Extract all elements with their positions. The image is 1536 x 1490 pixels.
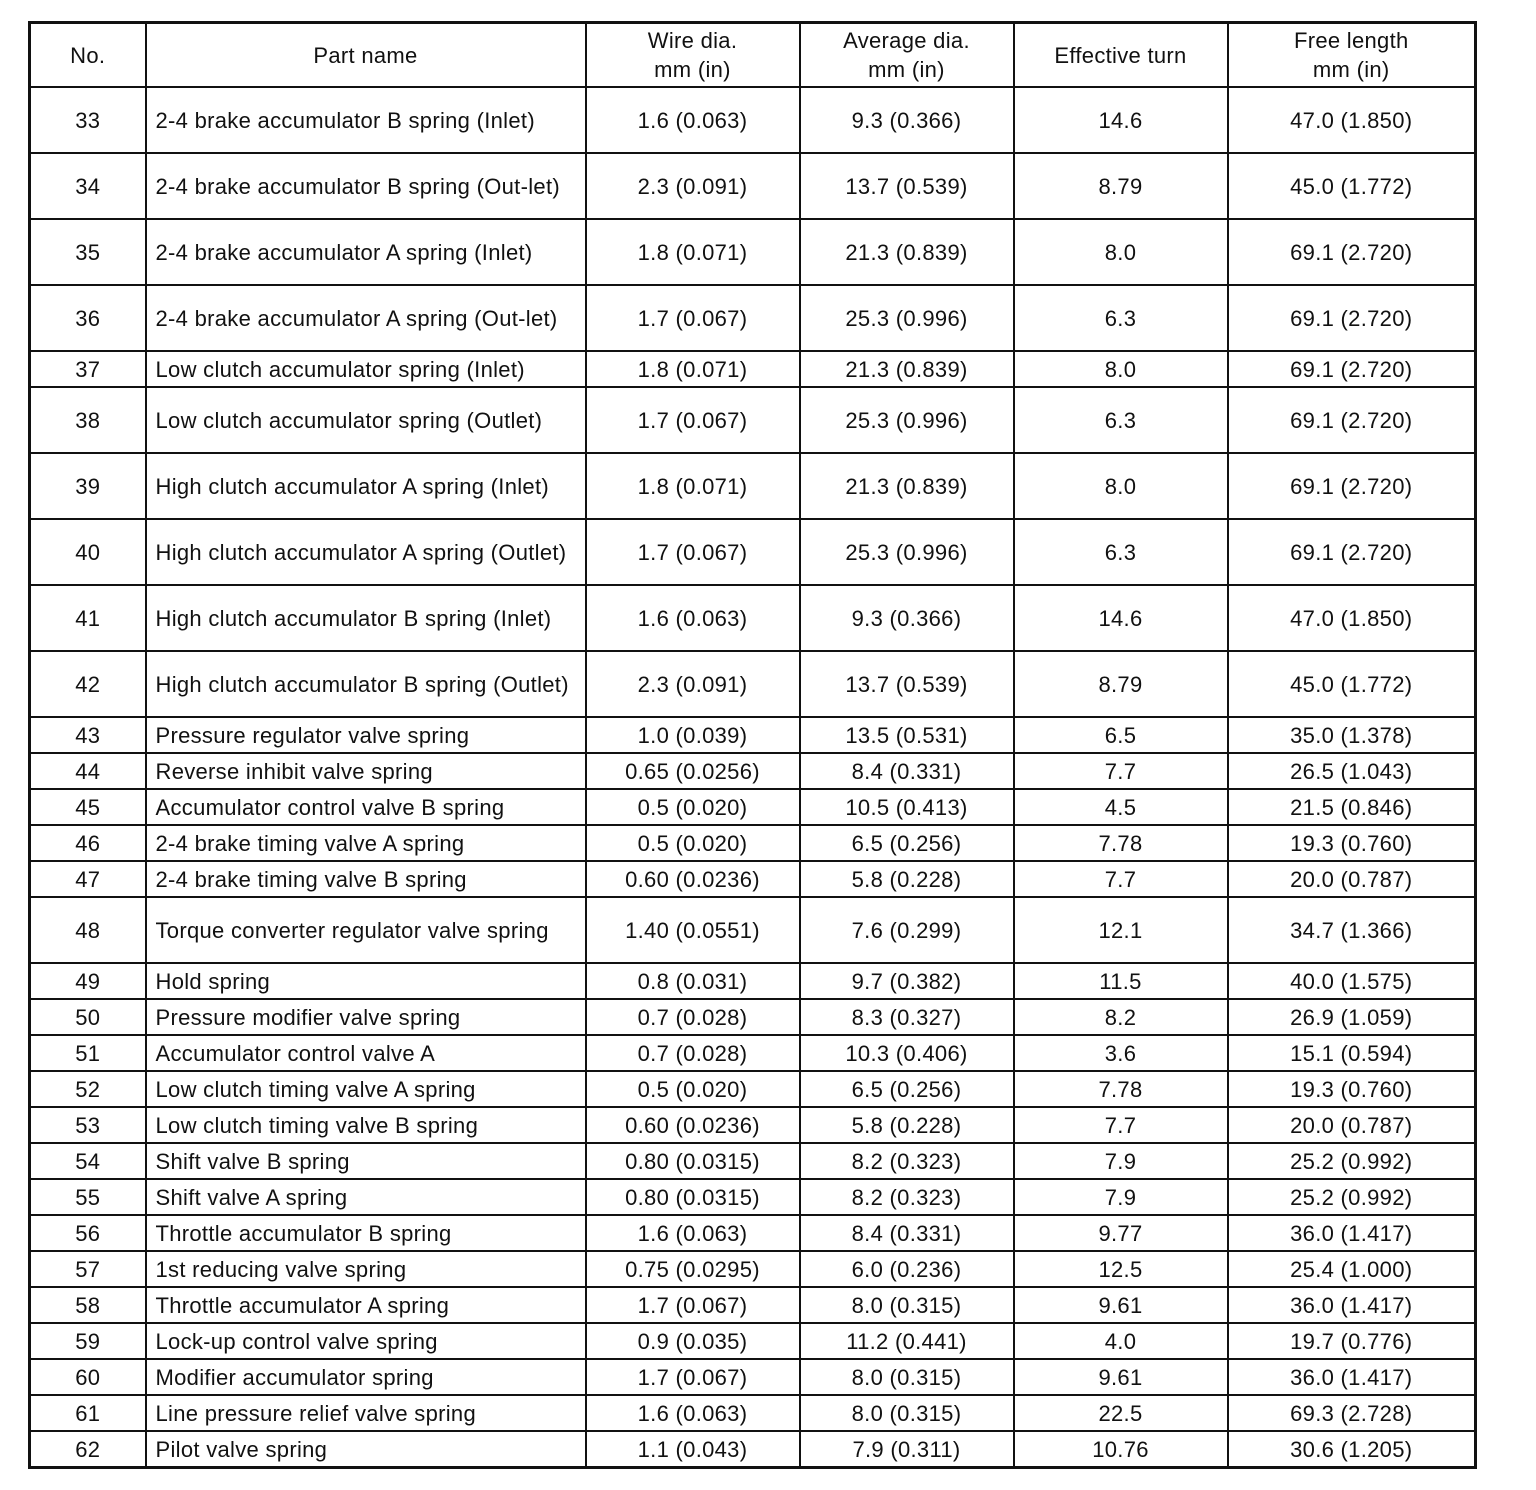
cell-no: 53 — [30, 1107, 146, 1143]
cell-effective-turn: 8.0 — [1014, 453, 1228, 519]
cell-wire-dia: 0.60 (0.0236) — [586, 861, 800, 897]
cell-part-name: Shift valve A spring — [146, 1179, 586, 1215]
cell-effective-turn: 9.61 — [1014, 1359, 1228, 1395]
cell-average-dia: 8.0 (0.315) — [800, 1395, 1014, 1431]
cell-free-length: 21.5 (0.846) — [1228, 789, 1476, 825]
cell-part-name: 2-4 brake timing valve A spring — [146, 825, 586, 861]
cell-free-length: 36.0 (1.417) — [1228, 1215, 1476, 1251]
cell-no: 54 — [30, 1143, 146, 1179]
cell-wire-dia: 1.7 (0.067) — [586, 1359, 800, 1395]
cell-part-name: Accumulator control valve A — [146, 1035, 586, 1071]
header-no: No. — [30, 23, 146, 88]
cell-free-length: 47.0 (1.850) — [1228, 87, 1476, 153]
cell-no: 46 — [30, 825, 146, 861]
table-row — [30, 585, 1476, 651]
cell-average-dia: 13.7 (0.539) — [800, 153, 1014, 219]
cell-effective-turn: 8.2 — [1014, 999, 1228, 1035]
cell-no: 45 — [30, 789, 146, 825]
spring-spec-sheet — [28, 21, 1474, 1469]
cell-free-length: 36.0 (1.417) — [1228, 1359, 1476, 1395]
table-row — [30, 1323, 1476, 1359]
header-free-length — [1228, 23, 1476, 88]
header-average-dia — [800, 23, 1014, 88]
cell-average-dia: 8.0 (0.315) — [800, 1287, 1014, 1323]
cell-no: 39 — [30, 453, 146, 519]
cell-effective-turn: 7.7 — [1014, 861, 1228, 897]
cell-effective-turn: 7.78 — [1014, 1071, 1228, 1107]
header-part-name: Part name — [146, 23, 586, 88]
cell-part-name: Line pressure relief valve spring — [146, 1395, 586, 1431]
table-row — [30, 1143, 1476, 1179]
cell-no: 61 — [30, 1395, 146, 1431]
cell-no: 35 — [30, 219, 146, 285]
cell-part-name: 1st reducing valve spring — [146, 1251, 586, 1287]
cell-part-name: 2-4 brake accumulator B spring (Out-let) — [146, 153, 586, 219]
cell-free-length: 25.4 (1.000) — [1228, 1251, 1476, 1287]
cell-effective-turn: 6.3 — [1014, 519, 1228, 585]
table-row — [30, 1251, 1476, 1287]
cell-part-name: Throttle accumulator B spring — [146, 1215, 586, 1251]
cell-wire-dia: 0.7 (0.028) — [586, 999, 800, 1035]
cell-average-dia: 8.4 (0.331) — [800, 753, 1014, 789]
cell-part-name: Low clutch accumulator spring (Inlet) — [146, 351, 586, 387]
cell-effective-turn: 7.7 — [1014, 753, 1228, 789]
cell-wire-dia: 1.7 (0.067) — [586, 285, 800, 351]
cell-average-dia: 10.3 (0.406) — [800, 1035, 1014, 1071]
cell-effective-turn: 8.79 — [1014, 651, 1228, 717]
cell-effective-turn: 9.61 — [1014, 1287, 1228, 1323]
cell-no: 36 — [30, 285, 146, 351]
cell-free-length: 19.3 (0.760) — [1228, 825, 1476, 861]
table-row — [30, 1287, 1476, 1323]
table-row — [30, 753, 1476, 789]
table-row — [30, 1431, 1476, 1468]
cell-no: 49 — [30, 963, 146, 999]
cell-wire-dia: 0.80 (0.0315) — [586, 1179, 800, 1215]
cell-no: 51 — [30, 1035, 146, 1071]
cell-part-name: Reverse inhibit valve spring — [146, 753, 586, 789]
cell-no: 55 — [30, 1179, 146, 1215]
cell-wire-dia: 1.6 (0.063) — [586, 585, 800, 651]
header-average-dia-unit: mm (in) — [868, 57, 945, 82]
cell-free-length: 19.7 (0.776) — [1228, 1323, 1476, 1359]
cell-average-dia: 9.7 (0.382) — [800, 963, 1014, 999]
cell-free-length: 25.2 (0.992) — [1228, 1179, 1476, 1215]
table-row — [30, 219, 1476, 285]
table-row — [30, 717, 1476, 753]
cell-free-length: 69.1 (2.720) — [1228, 387, 1476, 453]
cell-part-name: High clutch accumulator B spring (Inlet) — [146, 585, 586, 651]
cell-part-name: Modifier accumulator spring — [146, 1359, 586, 1395]
cell-wire-dia: 0.75 (0.0295) — [586, 1251, 800, 1287]
cell-part-name: Shift valve B spring — [146, 1143, 586, 1179]
cell-average-dia: 9.3 (0.366) — [800, 585, 1014, 651]
cell-no: 50 — [30, 999, 146, 1035]
cell-effective-turn: 12.1 — [1014, 897, 1228, 963]
table-row — [30, 87, 1476, 153]
cell-effective-turn: 9.77 — [1014, 1215, 1228, 1251]
cell-free-length: 69.1 (2.720) — [1228, 453, 1476, 519]
cell-wire-dia: 1.8 (0.071) — [586, 219, 800, 285]
cell-part-name: Torque converter regulator valve spring — [146, 897, 586, 963]
cell-part-name: Throttle accumulator A spring — [146, 1287, 586, 1323]
table-row — [30, 519, 1476, 585]
cell-no: 56 — [30, 1215, 146, 1251]
table-row — [30, 825, 1476, 861]
cell-effective-turn: 4.5 — [1014, 789, 1228, 825]
cell-effective-turn: 14.6 — [1014, 87, 1228, 153]
table-row — [30, 651, 1476, 717]
cell-wire-dia: 1.6 (0.063) — [586, 87, 800, 153]
cell-wire-dia: 0.60 (0.0236) — [586, 1107, 800, 1143]
cell-free-length: 45.0 (1.772) — [1228, 651, 1476, 717]
cell-average-dia: 25.3 (0.996) — [800, 285, 1014, 351]
cell-part-name: Low clutch accumulator spring (Outlet) — [146, 387, 586, 453]
cell-wire-dia: 1.0 (0.039) — [586, 717, 800, 753]
table-row — [30, 153, 1476, 219]
cell-average-dia: 25.3 (0.996) — [800, 519, 1014, 585]
cell-part-name: Pressure regulator valve spring — [146, 717, 586, 753]
cell-effective-turn: 7.7 — [1014, 1107, 1228, 1143]
cell-part-name: High clutch accumulator A spring (Inlet) — [146, 453, 586, 519]
cell-part-name: 2-4 brake accumulator A spring (Out-let) — [146, 285, 586, 351]
cell-free-length: 19.3 (0.760) — [1228, 1071, 1476, 1107]
cell-no: 40 — [30, 519, 146, 585]
table-row — [30, 1395, 1476, 1431]
cell-no: 41 — [30, 585, 146, 651]
table-row — [30, 453, 1476, 519]
cell-free-length: 69.1 (2.720) — [1228, 519, 1476, 585]
cell-effective-turn: 12.5 — [1014, 1251, 1228, 1287]
cell-average-dia: 6.5 (0.256) — [800, 1071, 1014, 1107]
cell-wire-dia: 0.5 (0.020) — [586, 789, 800, 825]
cell-no: 47 — [30, 861, 146, 897]
cell-free-length: 34.7 (1.366) — [1228, 897, 1476, 963]
cell-part-name: Pressure modifier valve spring — [146, 999, 586, 1035]
table-header — [30, 23, 1476, 88]
table-row — [30, 1215, 1476, 1251]
header-free-length-title: Free length — [1293, 28, 1409, 53]
cell-wire-dia: 1.7 (0.067) — [586, 387, 800, 453]
cell-effective-turn: 7.9 — [1014, 1143, 1228, 1179]
cell-average-dia: 9.3 (0.366) — [800, 87, 1014, 153]
cell-free-length: 30.6 (1.205) — [1228, 1431, 1476, 1468]
cell-no: 42 — [30, 651, 146, 717]
cell-effective-turn: 8.0 — [1014, 351, 1228, 387]
cell-no: 37 — [30, 351, 146, 387]
header-free-length-unit: mm (in) — [1312, 57, 1390, 82]
cell-part-name: High clutch accumulator A spring (Outlet) — [146, 519, 586, 585]
cell-free-length: 35.0 (1.378) — [1228, 717, 1476, 753]
cell-effective-turn: 8.79 — [1014, 153, 1228, 219]
cell-wire-dia: 1.7 (0.067) — [586, 519, 800, 585]
cell-average-dia: 8.0 (0.315) — [800, 1359, 1014, 1395]
cell-free-length: 25.2 (0.992) — [1228, 1143, 1476, 1179]
cell-effective-turn: 4.0 — [1014, 1323, 1228, 1359]
cell-no: 43 — [30, 717, 146, 753]
cell-average-dia: 8.2 (0.323) — [800, 1143, 1014, 1179]
cell-part-name: Accumulator control valve B spring — [146, 789, 586, 825]
cell-average-dia: 7.9 (0.311) — [800, 1431, 1014, 1468]
cell-wire-dia: 2.3 (0.091) — [586, 153, 800, 219]
cell-free-length: 69.1 (2.720) — [1228, 285, 1476, 351]
header-average-dia-title: Average dia. — [843, 28, 970, 53]
cell-free-length: 20.0 (0.787) — [1228, 1107, 1476, 1143]
table-row — [30, 1179, 1476, 1215]
cell-effective-turn: 6.3 — [1014, 387, 1228, 453]
cell-wire-dia: 0.80 (0.0315) — [586, 1143, 800, 1179]
cell-average-dia: 21.3 (0.839) — [800, 351, 1014, 387]
table-row — [30, 789, 1476, 825]
header-row — [30, 23, 1476, 88]
cell-effective-turn: 11.5 — [1014, 963, 1228, 999]
cell-average-dia: 8.3 (0.327) — [800, 999, 1014, 1035]
cell-effective-turn: 7.78 — [1014, 825, 1228, 861]
cell-wire-dia: 1.7 (0.067) — [586, 1287, 800, 1323]
cell-no: 57 — [30, 1251, 146, 1287]
cell-no: 60 — [30, 1359, 146, 1395]
cell-effective-turn: 7.9 — [1014, 1179, 1228, 1215]
cell-free-length: 20.0 (0.787) — [1228, 861, 1476, 897]
cell-effective-turn: 3.6 — [1014, 1035, 1228, 1071]
cell-wire-dia: 0.9 (0.035) — [586, 1323, 800, 1359]
cell-part-name: 2-4 brake timing valve B spring — [146, 861, 586, 897]
cell-free-length: 36.0 (1.417) — [1228, 1287, 1476, 1323]
header-wire-dia-title: Wire dia. — [647, 28, 738, 53]
table-row — [30, 285, 1476, 351]
cell-average-dia: 7.6 (0.299) — [800, 897, 1014, 963]
cell-average-dia: 13.7 (0.539) — [800, 651, 1014, 717]
cell-average-dia: 25.3 (0.996) — [800, 387, 1014, 453]
cell-average-dia: 13.5 (0.531) — [800, 717, 1014, 753]
cell-wire-dia: 1.8 (0.071) — [586, 453, 800, 519]
cell-average-dia: 21.3 (0.839) — [800, 453, 1014, 519]
cell-average-dia: 5.8 (0.228) — [800, 1107, 1014, 1143]
cell-average-dia: 21.3 (0.839) — [800, 219, 1014, 285]
table-body — [30, 87, 1476, 1468]
cell-effective-turn: 10.76 — [1014, 1431, 1228, 1468]
cell-no: 33 — [30, 87, 146, 153]
cell-wire-dia: 1.6 (0.063) — [586, 1395, 800, 1431]
cell-average-dia: 8.4 (0.331) — [800, 1215, 1014, 1251]
cell-average-dia: 11.2 (0.441) — [800, 1323, 1014, 1359]
table-row — [30, 1359, 1476, 1395]
cell-wire-dia: 1.1 (0.043) — [586, 1431, 800, 1468]
cell-no: 52 — [30, 1071, 146, 1107]
cell-wire-dia: 1.40 (0.0551) — [586, 897, 800, 963]
table-row — [30, 897, 1476, 963]
cell-free-length: 69.1 (2.720) — [1228, 351, 1476, 387]
cell-no: 48 — [30, 897, 146, 963]
cell-no: 34 — [30, 153, 146, 219]
table-row — [30, 1071, 1476, 1107]
cell-wire-dia: 1.6 (0.063) — [586, 1215, 800, 1251]
table-row — [30, 1035, 1476, 1071]
cell-average-dia: 6.0 (0.236) — [800, 1251, 1014, 1287]
cell-no: 59 — [30, 1323, 146, 1359]
cell-free-length: 47.0 (1.850) — [1228, 585, 1476, 651]
table-row — [30, 963, 1476, 999]
cell-no: 62 — [30, 1431, 146, 1468]
cell-free-length: 69.1 (2.720) — [1228, 219, 1476, 285]
cell-wire-dia: 0.5 (0.020) — [586, 1071, 800, 1107]
cell-part-name: High clutch accumulator B spring (Outlet) — [146, 651, 586, 717]
table-row — [30, 861, 1476, 897]
cell-free-length: 69.3 (2.728) — [1228, 1395, 1476, 1431]
cell-average-dia: 10.5 (0.413) — [800, 789, 1014, 825]
cell-wire-dia: 2.3 (0.091) — [586, 651, 800, 717]
cell-part-name: Low clutch timing valve B spring — [146, 1107, 586, 1143]
cell-average-dia: 8.2 (0.323) — [800, 1179, 1014, 1215]
cell-part-name: 2-4 brake accumulator B spring (Inlet) — [146, 87, 586, 153]
header-effective-turn: Effective turn — [1014, 23, 1228, 88]
table-row — [30, 999, 1476, 1035]
cell-free-length: 40.0 (1.575) — [1228, 963, 1476, 999]
cell-wire-dia: 0.65 (0.0256) — [586, 753, 800, 789]
cell-average-dia: 6.5 (0.256) — [800, 825, 1014, 861]
cell-part-name: Hold spring — [146, 963, 586, 999]
cell-wire-dia: 0.5 (0.020) — [586, 825, 800, 861]
table-row — [30, 351, 1476, 387]
cell-free-length: 45.0 (1.772) — [1228, 153, 1476, 219]
cell-part-name: Pilot valve spring — [146, 1431, 586, 1468]
table-row — [30, 1107, 1476, 1143]
cell-part-name: Lock-up control valve spring — [146, 1323, 586, 1359]
cell-part-name: 2-4 brake accumulator A spring (Inlet) — [146, 219, 586, 285]
cell-part-name: Low clutch timing valve A spring — [146, 1071, 586, 1107]
cell-effective-turn: 6.5 — [1014, 717, 1228, 753]
cell-free-length: 26.9 (1.059) — [1228, 999, 1476, 1035]
cell-effective-turn: 6.3 — [1014, 285, 1228, 351]
cell-effective-turn: 22.5 — [1014, 1395, 1228, 1431]
table-row — [30, 387, 1476, 453]
header-wire-dia — [586, 23, 800, 88]
cell-free-length: 15.1 (0.594) — [1228, 1035, 1476, 1071]
cell-wire-dia: 1.8 (0.071) — [586, 351, 800, 387]
cell-no: 38 — [30, 387, 146, 453]
cell-wire-dia: 0.8 (0.031) — [586, 963, 800, 999]
cell-wire-dia: 0.7 (0.028) — [586, 1035, 800, 1071]
cell-average-dia: 5.8 (0.228) — [800, 861, 1014, 897]
cell-no: 44 — [30, 753, 146, 789]
cell-no: 58 — [30, 1287, 146, 1323]
cell-free-length: 26.5 (1.043) — [1228, 753, 1476, 789]
spring-spec-table — [28, 21, 1477, 1469]
header-wire-dia-unit: mm (in) — [654, 57, 731, 82]
cell-effective-turn: 8.0 — [1014, 219, 1228, 285]
cell-effective-turn: 14.6 — [1014, 585, 1228, 651]
